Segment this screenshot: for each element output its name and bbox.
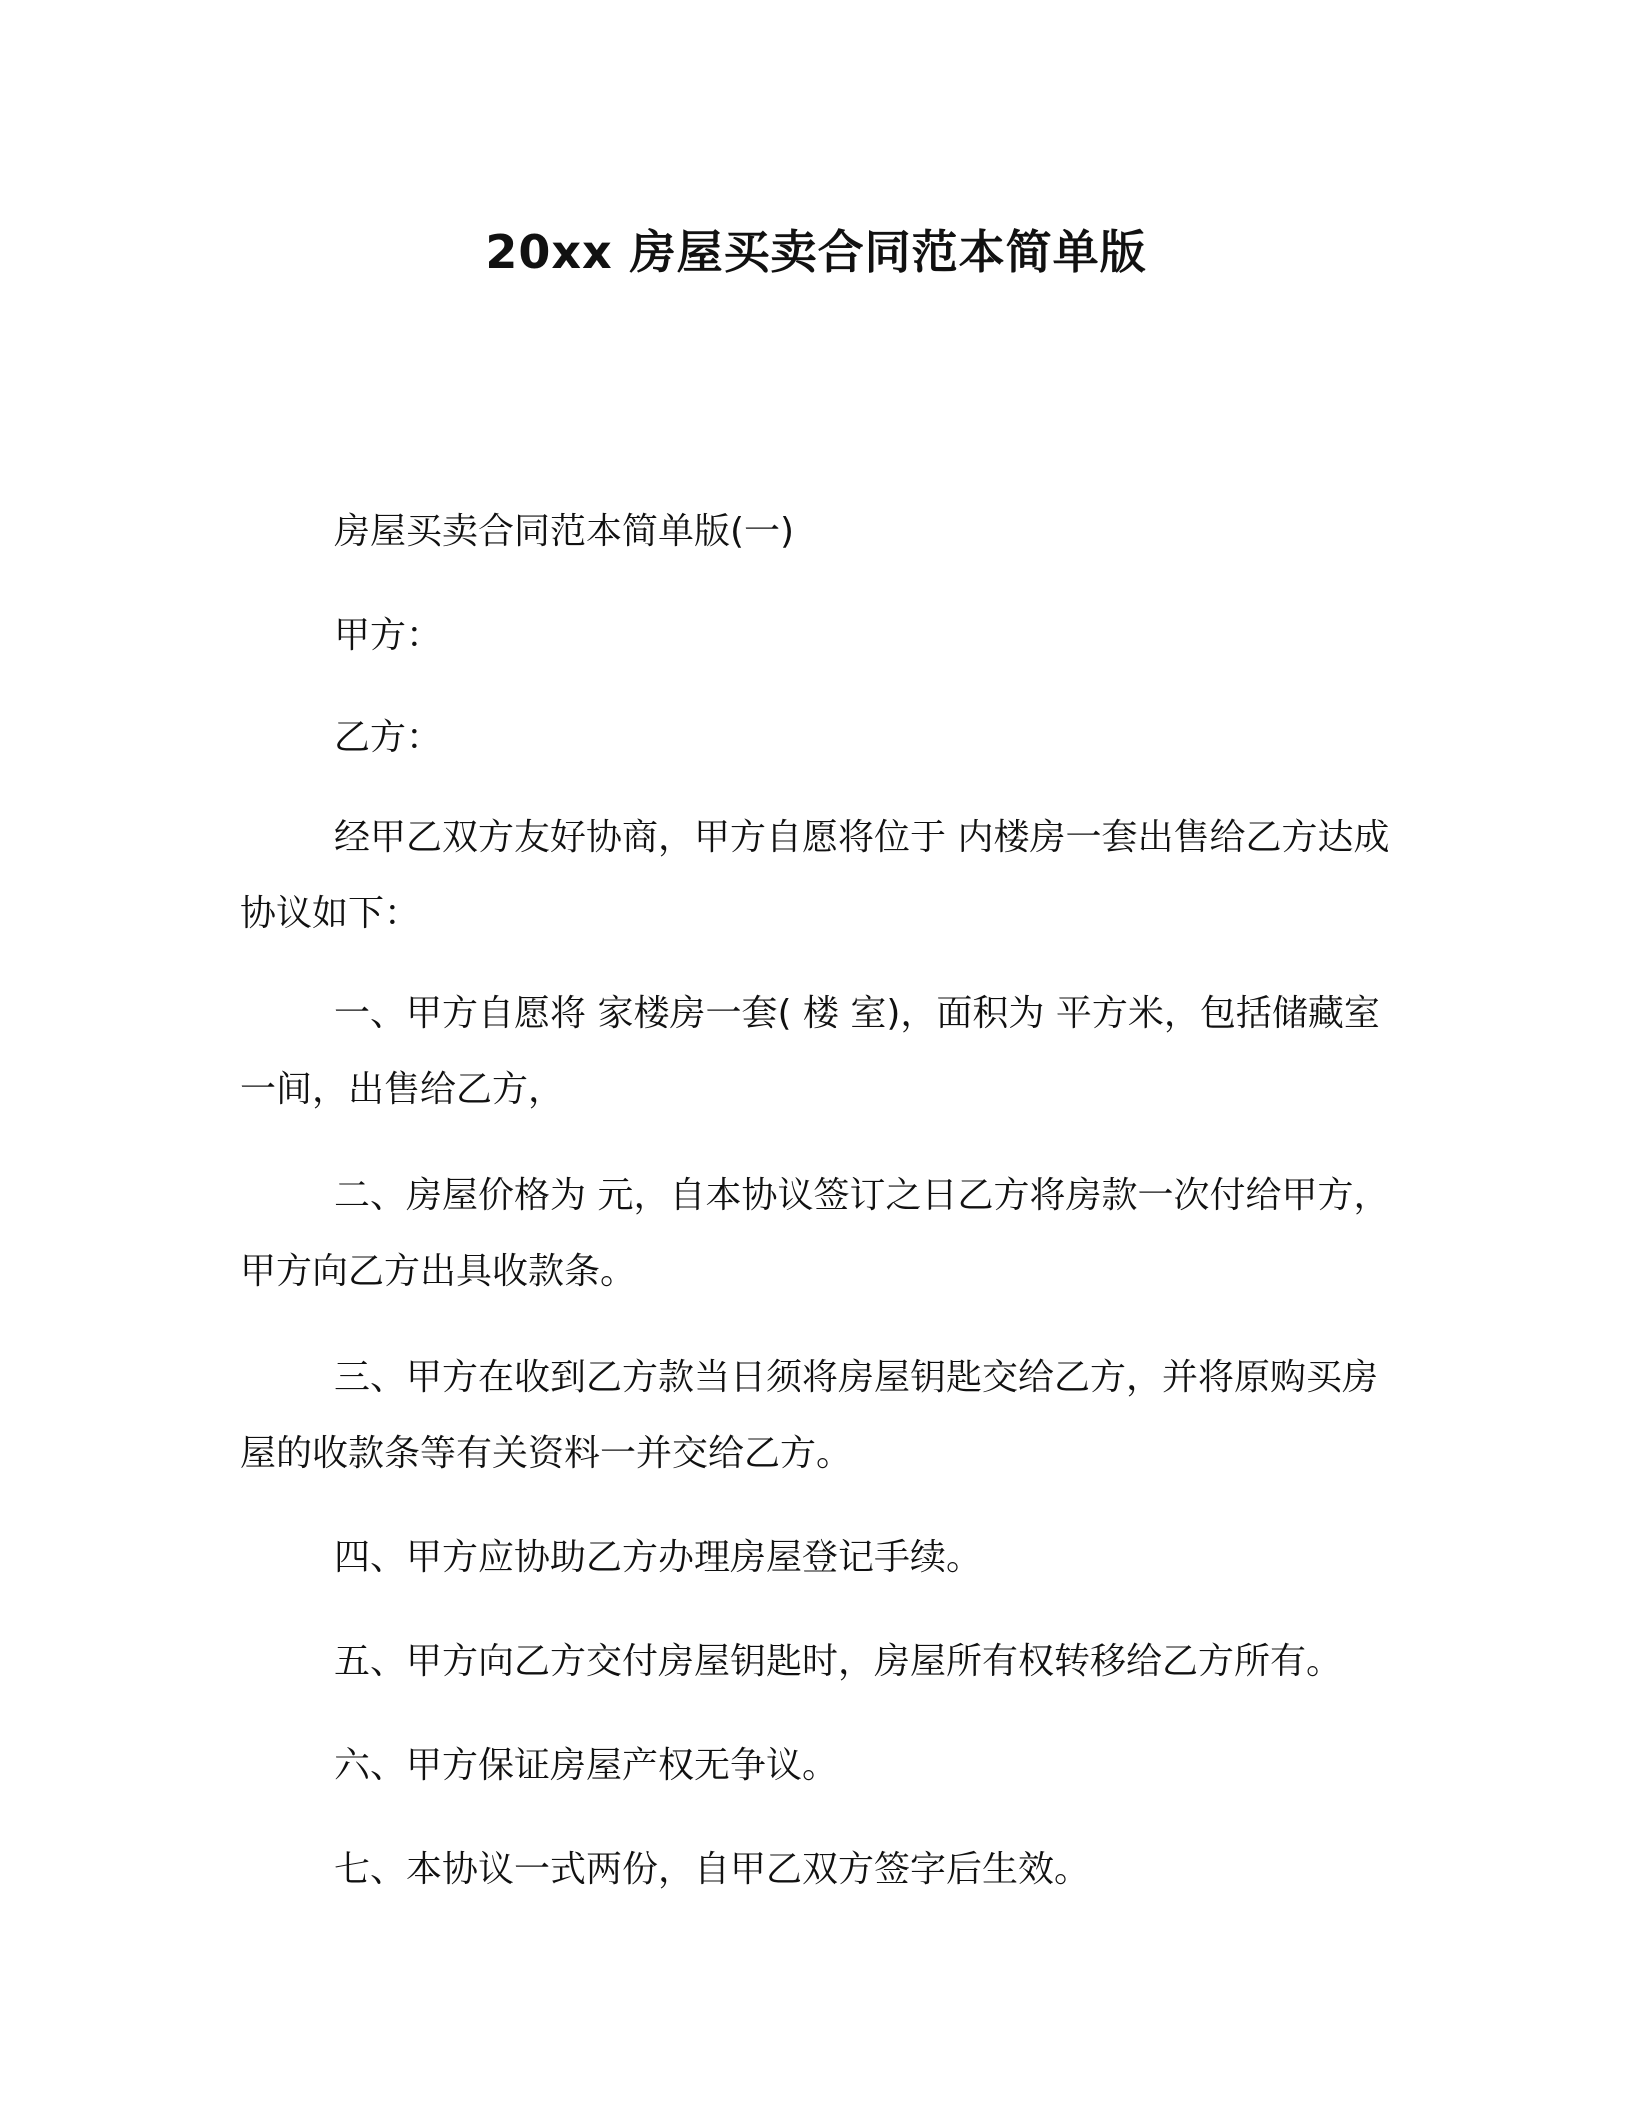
- clause-6: 六、甲方保证房屋产权无争议。: [334, 1745, 839, 1786]
- clause-4: 四、甲方应协助乙方办理房屋登记手续。: [334, 1537, 983, 1578]
- section-heading: 房屋买卖合同范本简单版(一): [334, 511, 795, 552]
- clause-5: 五、甲方向乙方交付房屋钥匙时，房屋所有权转移给乙方所有。: [334, 1641, 1343, 1682]
- party-b-line: 乙方：: [334, 717, 443, 758]
- clause-1: 一、甲方自愿将 家楼房一套( 楼 室)，面积为 平方米，包括储藏室一间，出售给乙方，: [240, 993, 1380, 1110]
- party-a-line: 甲方：: [334, 615, 443, 656]
- clause-2: 二、房屋价格为 元，自本协议签订之日乙方将房款一次付给甲方，甲方向乙方出具收款条。: [240, 1175, 1390, 1292]
- intro-paragraph: 经甲乙双方友好协商，甲方自愿将位于 内楼房一套出售给乙方达成协议如下：: [240, 817, 1390, 934]
- document-title: 20xx 房屋买卖合同范本简单版: [485, 225, 1147, 279]
- clause-3: 三、甲方在收到乙方款当日须将房屋钥匙交给乙方，并将原购买房屋的收款条等有关资料一并交给乙方。: [240, 1357, 1379, 1474]
- clause-7: 七、本协议一式两份，自甲乙双方签字后生效。: [334, 1849, 1091, 1890]
